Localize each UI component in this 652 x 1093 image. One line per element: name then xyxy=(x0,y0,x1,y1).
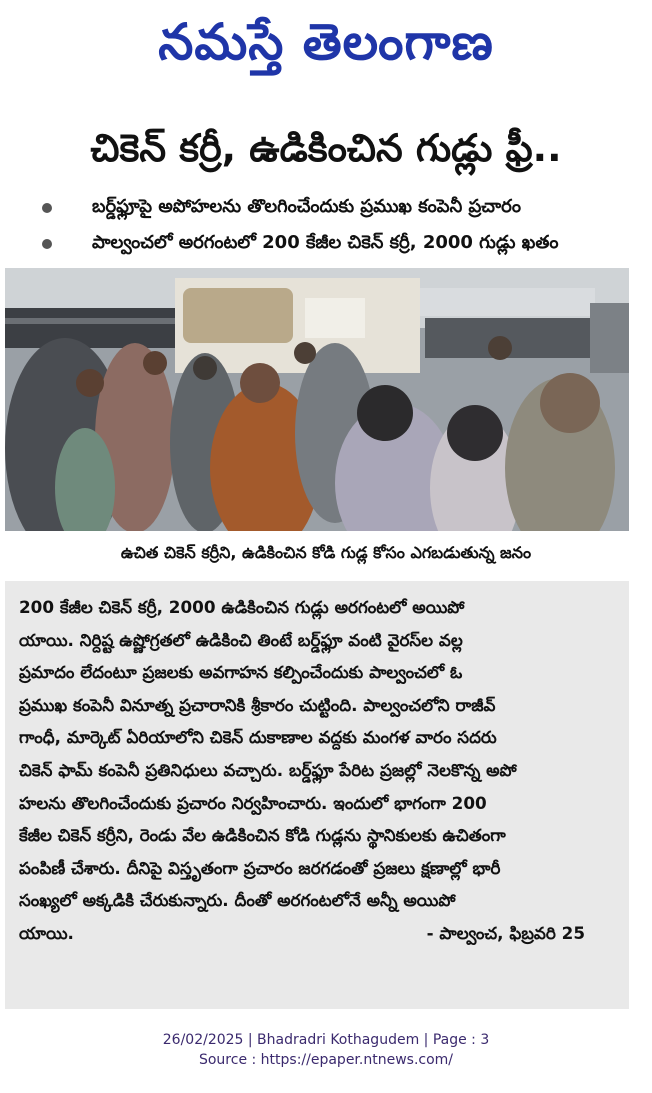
article-line: యాయి. నిర్దిష్ట ఉష్ణోగ్రతలో ఉడికించి తింటే బర్డ్‌ఫ్లూ వంటి వైరస్‌ల వల్ల xyxy=(19,629,463,650)
article-line: సంఖ్యలో అక్కడికి చేరుకున్నారు. దీంతో అరగంటలోనే అన్నీ అయిపో xyxy=(19,890,456,911)
subheading-bullets xyxy=(36,192,636,264)
article-line: ప్రమాదం లేదంటూ ప్రజలకు అవగాహన కల్పించేందుకు పాల్వంచలో ఓ xyxy=(19,662,463,683)
bullet-item xyxy=(36,228,636,264)
article-line: హలను తొలగించేందుకు ప్రచారం నిర్వహించారు. ఇందులో భాగంగా 200 xyxy=(19,792,487,813)
article-line: గాంధీ, మార్కెట్ ఏరియాలోని చికెన్ దుకాణాల వద్దకు మంగళ వారం సదరు xyxy=(19,727,497,748)
bullet-text: పాల్వంచలో అరగంటలో 200 కేజీల చికెన్ కర్రీ, 2000 గుడ్లు ఖతం xyxy=(92,232,559,253)
bullet-dot-icon xyxy=(42,239,52,249)
footer-edition-info: 26/02/2025 | Bhadradri Kothagudem | Page : 3 xyxy=(162,1032,490,1048)
bullet-dot-icon xyxy=(42,203,52,213)
photo-caption: ఉచిత చికెన్ కర్రీని, ఉడికించిన కోడి గుడ్ల కోసం ఎగబడుతున్న జనం xyxy=(120,543,532,562)
article-line: 200 కేజీల చికెన్ కర్రీ, 2000 ఉడికించిన గుడ్లు అరగంటలో అయిపో xyxy=(19,597,465,617)
article-line: పంపిణీ చేశారు. దీనిపై విస్తృతంగా ప్రచారం జరగడంతో ప్రజలు క్షణాల్లో భారీ xyxy=(19,857,501,878)
article-line xyxy=(19,917,615,950)
news-photo xyxy=(5,268,629,531)
page-footer xyxy=(0,1030,652,1070)
article-body xyxy=(5,581,629,1009)
article-last-text: యాయి. xyxy=(19,922,74,943)
masthead-title: నమస్తే తెలంగాణ xyxy=(158,13,494,71)
headline: చికెన్ కర్రీ, ఉడికించిన గుడ్లు ఫ్రీ.. xyxy=(90,126,562,170)
article-line: కేజీల చికెన్ కర్రీని, రెండు వేల ఉడికించిన కోడి గుడ్లను స్థానికులకు ఉచితంగా xyxy=(19,825,506,846)
bullet-text: బర్డ్‌ఫ్లూపై అపోహలను తొలగించేందుకు ప్రముఖ కంపెనీ ప్రచారం xyxy=(92,196,521,217)
article-line: చికెన్ ఫామ్ కంపెనీ ప్రతినిధులు వచ్చారు. బర్డ్‌ఫ్లూ పేరిట ప్రజల్లో నెలకొన్న అపో xyxy=(19,759,517,780)
bullet-item xyxy=(36,192,636,228)
dateline: - పాల్వంచ, ఫిబ్రవరి 25 xyxy=(426,922,585,943)
crowd-photo-icon xyxy=(5,268,629,531)
footer-source-link[interactable]: Source : https://epaper.ntnews.com/ xyxy=(198,1052,454,1068)
article-line: ప్రముఖ కంపెనీ వినూత్న ప్రచారానికి శ్రీకారం చుట్టింది. పాల్వంచలోని రాజీవ్ xyxy=(19,694,496,715)
